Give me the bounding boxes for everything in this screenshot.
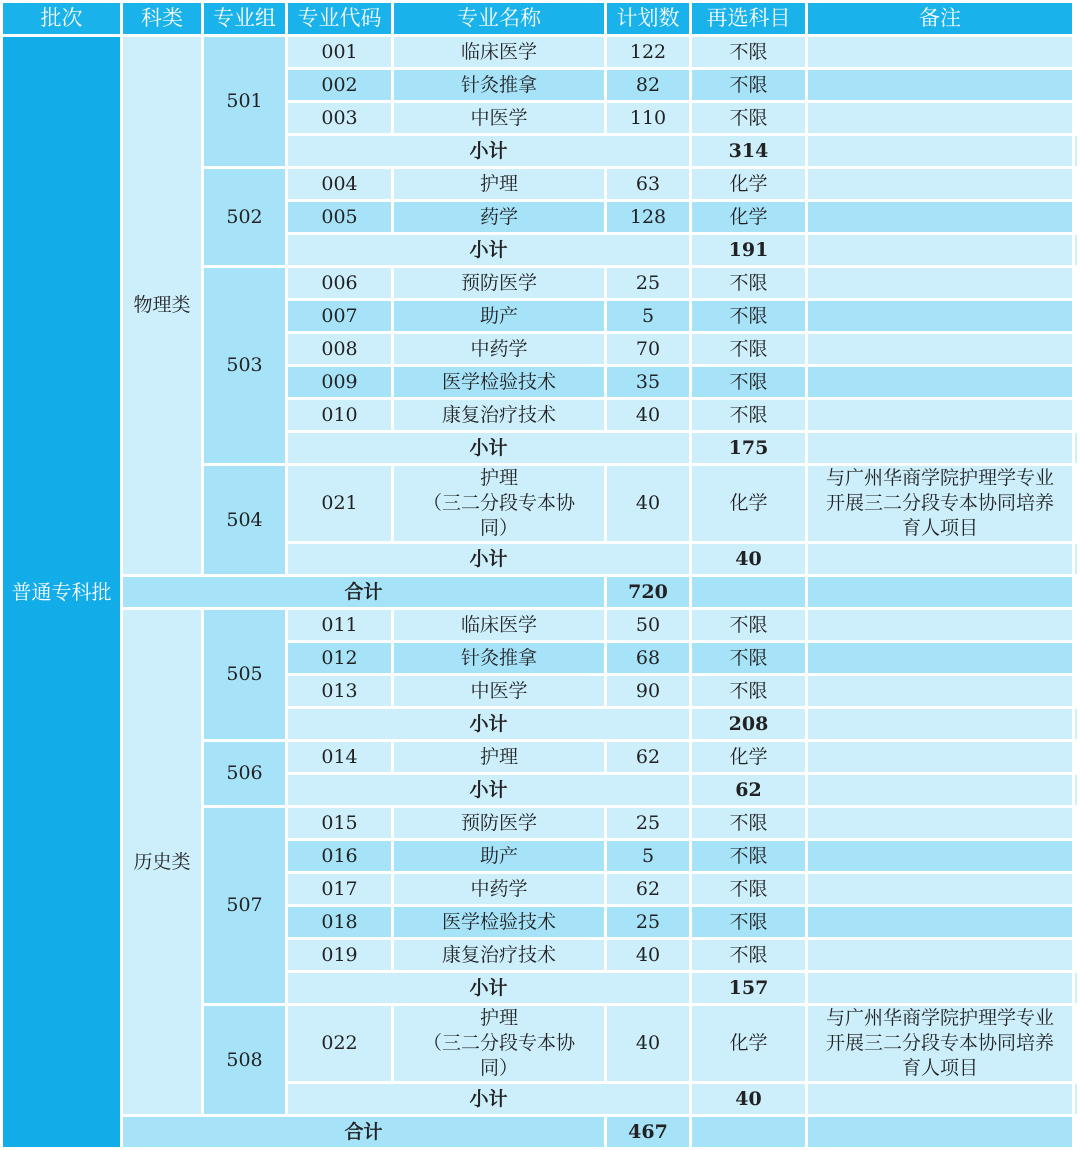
major-row — [3, 37, 1077, 67]
plan-cell: 35 — [607, 367, 689, 397]
subtotal-value: 40 — [692, 1084, 805, 1114]
required-subject-cell: 不限 — [692, 400, 805, 430]
subject-cell: 物理类 — [123, 37, 201, 574]
major-name-cell: 中药学 — [394, 874, 604, 904]
major-code-cell: 022 — [288, 1006, 391, 1081]
plan-cell: 50 — [607, 610, 689, 640]
major-name-line: 护理 — [479, 1007, 518, 1029]
required-subject-cell: 不限 — [692, 808, 805, 838]
header-subject: 科类 — [123, 3, 201, 34]
plan-cell: 40 — [607, 400, 689, 430]
subtotal-remarks-blank — [1075, 433, 1077, 463]
subtotal-label: 小计 — [288, 709, 689, 739]
subtotal-label: 小计 — [288, 775, 689, 805]
group-code-cell: 507 — [204, 808, 285, 1003]
header-plan: 计划数 — [607, 3, 689, 34]
major-name-cell: 临床医学 — [394, 37, 604, 67]
plan-cell: 25 — [607, 907, 689, 937]
major-code-cell: 011 — [288, 610, 391, 640]
major-code-cell: 004 — [288, 169, 391, 199]
subject-cell: 历史类 — [123, 610, 201, 1114]
required-subject-cell: 不限 — [692, 841, 805, 871]
major-name-cell: 中药学 — [394, 334, 604, 364]
major-code-cell: 014 — [288, 742, 391, 772]
major-code-cell: 018 — [288, 907, 391, 937]
major-code-cell: 019 — [288, 940, 391, 970]
group-code-cell: 502 — [204, 169, 285, 265]
required-subject-cell: 不限 — [692, 367, 805, 397]
required-subject-cell: 不限 — [692, 334, 805, 364]
major-name-cell: 预防医学 — [394, 808, 604, 838]
subtotal-label: 小计 — [288, 1084, 689, 1114]
plan-cell: 62 — [607, 874, 689, 904]
required-subject-cell: 化学 — [692, 1006, 805, 1081]
plan-cell: 122 — [607, 37, 689, 67]
total-row — [3, 577, 1077, 607]
major-name-cell: 医学检验技术 — [394, 907, 604, 937]
major-code-cell: 008 — [288, 334, 391, 364]
major-code-cell: 017 — [288, 874, 391, 904]
group-code-cell: 504 — [204, 466, 285, 574]
major-row — [3, 610, 1077, 640]
plan-cell: 62 — [607, 742, 689, 772]
major-code-cell: 003 — [288, 103, 391, 133]
required-subject-cell: 不限 — [692, 70, 805, 100]
plan-cell: 63 — [607, 169, 689, 199]
remarks-cell — [808, 610, 1072, 640]
remarks-cell — [808, 70, 1072, 100]
remarks-line: 开展三二分段专本协同培养 — [825, 1032, 1054, 1054]
group-code-cell: 503 — [204, 268, 285, 463]
header-major-code: 专业代码 — [288, 3, 391, 34]
remarks-cell — [808, 301, 1072, 331]
subtotal-label: 小计 — [288, 433, 689, 463]
remarks-cell — [808, 334, 1072, 364]
required-subject-cell: 化学 — [692, 466, 805, 541]
subtotal-required-blank — [808, 433, 1072, 463]
plan-cell: 40 — [607, 1006, 689, 1081]
subtotal-remarks-blank — [1075, 1084, 1077, 1114]
major-code-cell: 021 — [288, 466, 391, 541]
remarks-cell — [808, 874, 1072, 904]
subtotal-value: 40 — [692, 544, 805, 574]
major-name-cell — [394, 466, 604, 541]
subtotal-required-blank — [808, 544, 1072, 574]
required-subject-cell: 不限 — [692, 610, 805, 640]
major-code-cell: 007 — [288, 301, 391, 331]
remarks-cell — [808, 400, 1072, 430]
total-value: 467 — [607, 1117, 689, 1147]
plan-cell: 25 — [607, 808, 689, 838]
major-name-cell: 预防医学 — [394, 268, 604, 298]
total-label: 合计 — [123, 577, 604, 607]
major-name-cell: 助产 — [394, 301, 604, 331]
subtotal-value: 157 — [692, 973, 805, 1003]
plan-cell: 70 — [607, 334, 689, 364]
major-code-cell: 001 — [288, 37, 391, 67]
major-code-cell: 015 — [288, 808, 391, 838]
total-row — [3, 1117, 1077, 1147]
total-remarks-blank — [808, 577, 1072, 607]
total-value: 720 — [607, 577, 689, 607]
major-name-cell: 中医学 — [394, 103, 604, 133]
subtotal-required-blank — [808, 136, 1072, 166]
major-code-cell: 002 — [288, 70, 391, 100]
remarks-cell — [808, 841, 1072, 871]
remarks-cell — [808, 907, 1072, 937]
major-code-cell: 006 — [288, 268, 391, 298]
required-subject-cell: 不限 — [692, 37, 805, 67]
major-name-line: 护理 — [479, 467, 518, 489]
remarks-cell — [808, 940, 1072, 970]
plan-cell: 68 — [607, 643, 689, 673]
total-label: 合计 — [123, 1117, 604, 1147]
remarks-cell — [808, 643, 1072, 673]
subtotal-value: 175 — [692, 433, 805, 463]
required-subject-cell: 化学 — [692, 202, 805, 232]
major-name-cell: 临床医学 — [394, 610, 604, 640]
total-required-blank — [692, 1117, 805, 1147]
group-code-cell: 508 — [204, 1006, 285, 1114]
major-name-line: （三二分段专本协 — [422, 1032, 575, 1054]
remarks-line: 与广州华商学院护理学专业 — [825, 1007, 1054, 1029]
plan-cell: 90 — [607, 676, 689, 706]
remarks-cell — [808, 37, 1072, 67]
subtotal-label: 小计 — [288, 235, 689, 265]
required-subject-cell: 不限 — [692, 907, 805, 937]
header-batch: 批次 — [3, 3, 120, 34]
remarks-cell — [808, 169, 1072, 199]
subtotal-required-blank — [808, 709, 1072, 739]
group-code-cell: 501 — [204, 37, 285, 166]
plan-cell: 128 — [607, 202, 689, 232]
subtotal-remarks-blank — [1075, 709, 1077, 739]
major-name-line: 同） — [479, 517, 518, 539]
major-name-line: （三二分段专本协 — [422, 492, 575, 514]
header-group: 专业组 — [204, 3, 285, 34]
plan-cell: 25 — [607, 268, 689, 298]
major-code-cell: 013 — [288, 676, 391, 706]
required-subject-cell: 不限 — [692, 103, 805, 133]
major-name-cell: 针灸推拿 — [394, 70, 604, 100]
remarks-cell — [808, 466, 1072, 541]
required-subject-cell: 不限 — [692, 676, 805, 706]
subtotal-remarks-blank — [1075, 235, 1077, 265]
major-name-cell: 中医学 — [394, 676, 604, 706]
major-name-cell — [394, 1006, 604, 1081]
subtotal-required-blank — [808, 1084, 1072, 1114]
major-code-cell: 010 — [288, 400, 391, 430]
major-name-cell: 康复治疗技术 — [394, 400, 604, 430]
subtotal-value: 208 — [692, 709, 805, 739]
total-remarks-blank — [808, 1117, 1072, 1147]
major-name-cell: 护理 — [394, 169, 604, 199]
remarks-cell — [808, 202, 1072, 232]
subtotal-label: 小计 — [288, 544, 689, 574]
major-code-cell: 016 — [288, 841, 391, 871]
subtotal-value: 62 — [692, 775, 805, 805]
subtotal-required-blank — [808, 775, 1072, 805]
total-required-blank — [692, 577, 805, 607]
major-name-cell: 针灸推拿 — [394, 643, 604, 673]
required-subject-cell: 不限 — [692, 268, 805, 298]
header-row — [3, 3, 1077, 34]
required-subject-cell: 不限 — [692, 301, 805, 331]
subtotal-remarks-blank — [1075, 136, 1077, 166]
plan-cell: 40 — [607, 940, 689, 970]
major-name-cell: 医学检验技术 — [394, 367, 604, 397]
major-code-cell: 009 — [288, 367, 391, 397]
remarks-cell — [808, 1006, 1072, 1081]
major-name-cell: 助产 — [394, 841, 604, 871]
subtotal-value: 314 — [692, 136, 805, 166]
remarks-line: 与广州华商学院护理学专业 — [825, 467, 1054, 489]
subtotal-remarks-blank — [1075, 973, 1077, 1003]
plan-cell: 5 — [607, 301, 689, 331]
major-name-line: 同） — [479, 1057, 518, 1079]
header-major-name: 专业名称 — [394, 3, 604, 34]
required-subject-cell: 不限 — [692, 643, 805, 673]
required-subject-cell: 不限 — [692, 940, 805, 970]
plan-cell: 82 — [607, 70, 689, 100]
plan-cell: 40 — [607, 466, 689, 541]
batch-cell: 普通专科批 — [3, 37, 120, 1147]
remarks-cell — [808, 676, 1072, 706]
remarks-line: 开展三二分段专本协同培养 — [825, 492, 1054, 514]
subtotal-required-blank — [808, 973, 1072, 1003]
subtotal-remarks-blank — [1075, 775, 1077, 805]
subtotal-label: 小计 — [288, 136, 689, 166]
plan-cell: 110 — [607, 103, 689, 133]
remarks-cell — [808, 268, 1072, 298]
major-name-cell: 康复治疗技术 — [394, 940, 604, 970]
group-code-cell: 505 — [204, 610, 285, 739]
required-subject-cell: 化学 — [692, 742, 805, 772]
remarks-line: 育人项目 — [901, 1057, 978, 1079]
header-remarks: 备注 — [808, 3, 1072, 34]
remarks-cell — [808, 742, 1072, 772]
plan-cell: 5 — [607, 841, 689, 871]
required-subject-cell: 化学 — [692, 169, 805, 199]
remarks-cell — [808, 103, 1072, 133]
subtotal-value: 191 — [692, 235, 805, 265]
subtotal-label: 小计 — [288, 973, 689, 1003]
major-code-cell: 012 — [288, 643, 391, 673]
major-code-cell: 005 — [288, 202, 391, 232]
group-code-cell: 506 — [204, 742, 285, 805]
header-required-subject: 再选科目 — [692, 3, 805, 34]
remarks-cell — [808, 367, 1072, 397]
remarks-cell — [808, 808, 1072, 838]
required-subject-cell: 不限 — [692, 874, 805, 904]
major-name-cell: 护理 — [394, 742, 604, 772]
subtotal-remarks-blank — [1075, 544, 1077, 574]
major-name-cell: 药学 — [394, 202, 604, 232]
subtotal-required-blank — [808, 235, 1072, 265]
remarks-line: 育人项目 — [901, 517, 978, 539]
